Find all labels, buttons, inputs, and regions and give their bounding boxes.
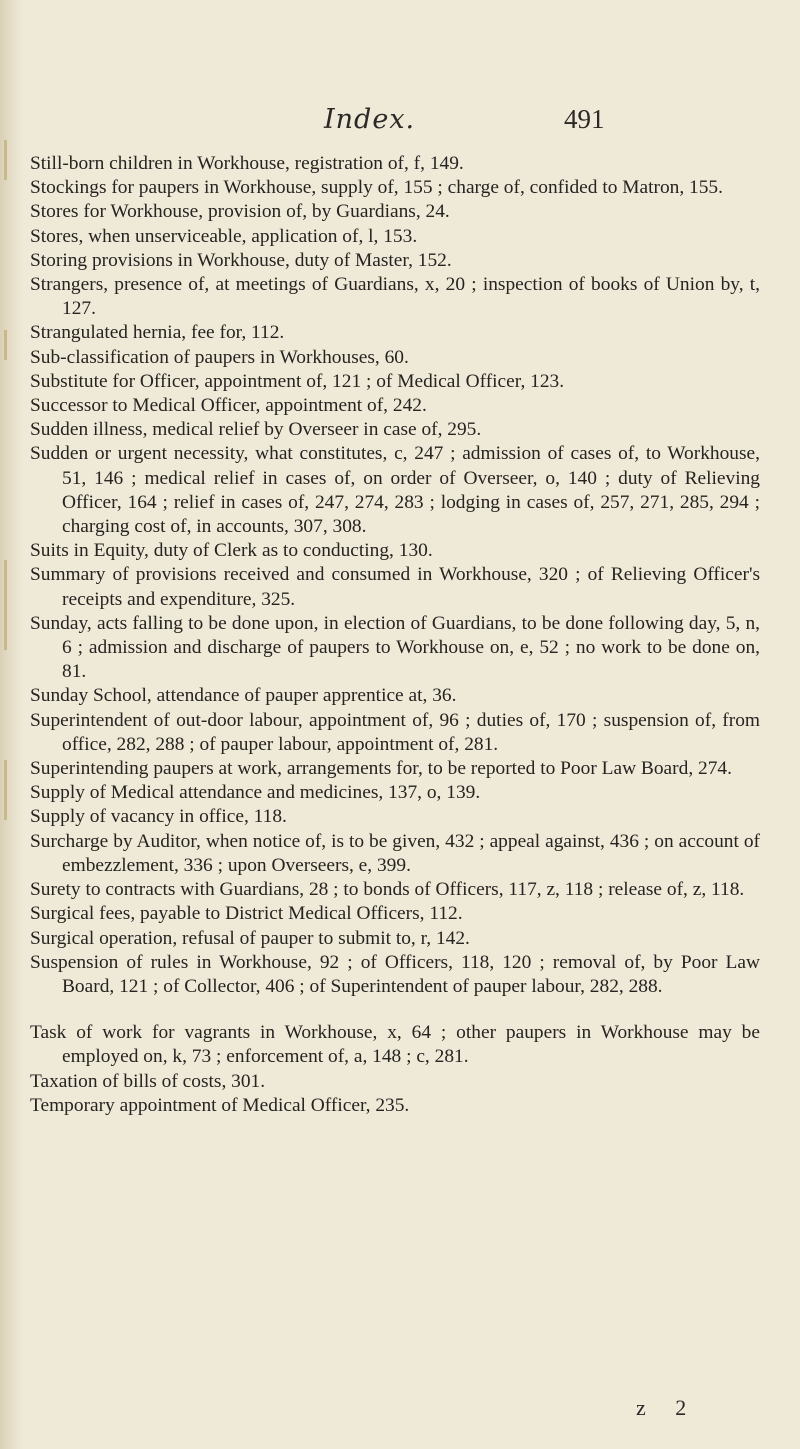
index-entries bbox=[30, 152, 760, 1118]
index-entry: Superintending paupers at work, arrangements for, to be reported to Poor Law Board, 274. bbox=[30, 758, 732, 780]
index-entry: Substitute for Officer, appointment of, 121 ; of Medical Officer, 123. bbox=[30, 370, 565, 392]
index-entry: Stores for Workhouse, provision of, by Guardians, 24. bbox=[30, 201, 450, 223]
index-entry: Stores, when unserviceable, application of, l, 153. bbox=[30, 225, 418, 247]
index-entry: Storing provisions in Workhouse, duty of Master, 152. bbox=[30, 249, 452, 271]
index-entry: Strangulated hernia, fee for, 112. bbox=[30, 322, 285, 344]
index-entry: Still-born children in Workhouse, registration of, f, 149. bbox=[30, 153, 464, 174]
page-number: 491 bbox=[564, 104, 605, 134]
index-entry: Suspension of rules in Workhouse, 92 ; of Officers, 118, 120 ; removal of, by Poor Law Board, 121 ; of Collector, 406 ; of Superintendent of pauper labour, 282, 288. bbox=[30, 951, 760, 997]
index-entry: Supply of Medical attendance and medicines, 137, o, 139. bbox=[30, 782, 481, 804]
index-entry: Suits in Equity, duty of Clerk as to conducting, 130. bbox=[30, 540, 433, 562]
index-entry: Successor to Medical Officer, appointment of, 242. bbox=[30, 395, 427, 417]
index-entry: Surgical fees, payable to District Medical Officers, 112. bbox=[30, 903, 463, 925]
index-entry: Task of work for vagrants in Workhouse, x, 64 ; other paupers in Workhouse may be employed on, k, 73 ; enforcement of, a, 148 ; c, 281. bbox=[30, 1022, 760, 1068]
index-entry: Surgical operation, refusal of pauper to submit to, r, 142. bbox=[30, 927, 470, 949]
index-entry: Summary of provisions received and consumed in Workhouse, 320 ; of Relieving Officer's receipts and expenditure, 325. bbox=[30, 564, 760, 610]
index-entry: Sudden or urgent necessity, what constitutes, c, 247 ; admission of cases of, to Workhouse, 51, 146 ; medical relief in cases of, on order of Overseer, o, 140 ; duty of Relieving Officer, 164 ; relief in cases of, 247, 274, 283 ; lodging in cases of, 257, 271, 285, 294 ; charging cost of, in accounts, 307, 308. bbox=[30, 443, 760, 538]
index-entry: Sunday, acts falling to be done upon, in election of Guardians, to be done following day, 5, n, 6 ; admission and discharge of paupers to Workhouse on, e, 52 ; no work to be done on, 81. bbox=[30, 612, 760, 683]
index-entry: Stockings for paupers in Workhouse, supply of, 155 ; charge of, confided to Matron, 155. bbox=[30, 177, 723, 199]
index-entry: Taxation of bills of costs, 301. bbox=[30, 1070, 266, 1092]
index-entry: Strangers, presence of, at meetings of Guardians, x, 20 ; inspection of books of Union by, t, 127. bbox=[30, 274, 760, 320]
index-entry: Sub-classification of paupers in Workhouses, 60. bbox=[30, 346, 409, 368]
signature-mark: z 2 bbox=[636, 1395, 699, 1420]
index-entry: Sudden illness, medical relief by Overseer in case of, 295. bbox=[30, 419, 482, 441]
index-entry: Temporary appointment of Medical Officer, 235. bbox=[30, 1094, 410, 1116]
index-entry: Sunday School, attendance of pauper apprentice at, 36. bbox=[30, 685, 457, 707]
index-entry: Superintendent of out-door labour, appointment of, 96 ; duties of, 170 ; suspension of, from office, 282, 288 ; of pauper labour, appointment of, 281. bbox=[30, 709, 760, 755]
index-entry: Supply of vacancy in office, 118. bbox=[30, 806, 287, 828]
page-binding-edge bbox=[0, 0, 24, 1449]
index-entry: Surety to contracts with Guardians, 28 ; to bonds of Officers, 117, z, 118 ; release of, z, 118. bbox=[30, 879, 745, 901]
running-title: Index. bbox=[324, 104, 416, 135]
index-entry: Surcharge by Auditor, when notice of, is to be given, 432 ; appeal against, 436 ; on account of embezzlement, 336 ; upon Overseers, e, 399. bbox=[30, 830, 760, 876]
running-header bbox=[0, 100, 800, 140]
